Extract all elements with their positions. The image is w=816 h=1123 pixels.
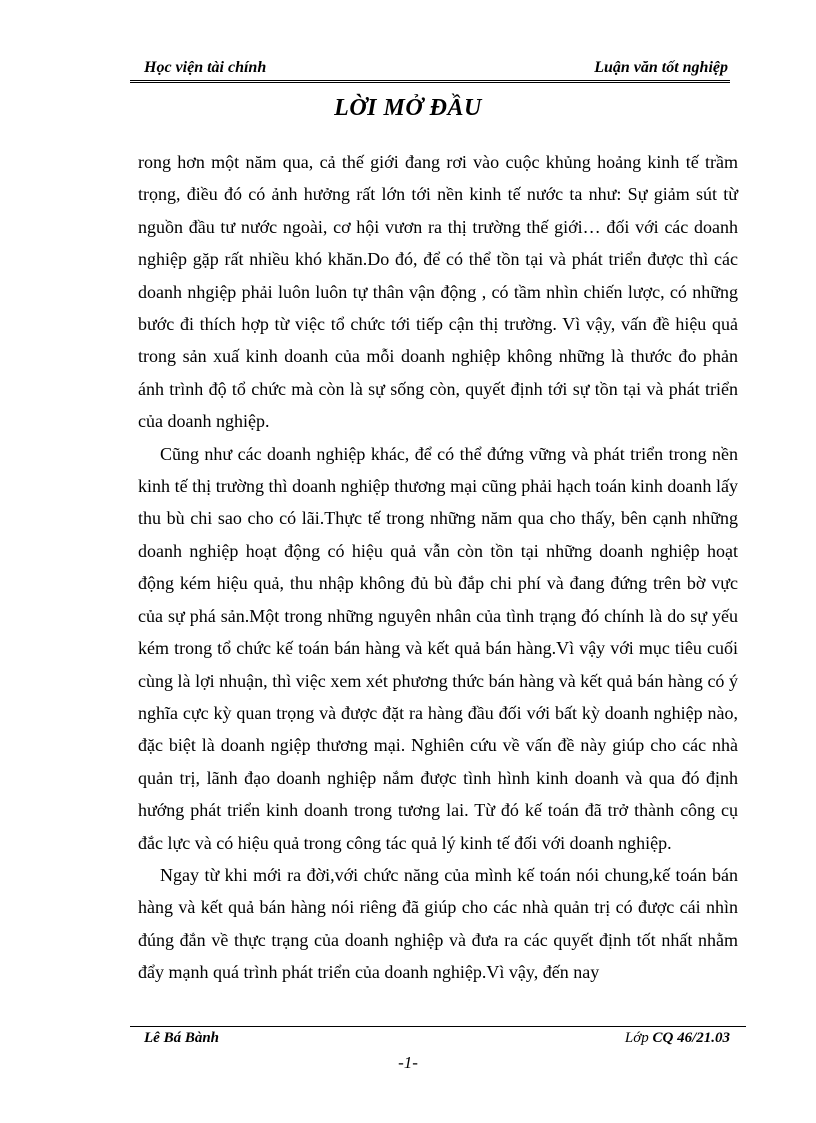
- page-title: LỜI MỞ ĐẦU: [334, 95, 482, 121]
- footer-class-prefix: Lớp: [624, 1030, 649, 1046]
- page-number: -1-: [398, 1053, 418, 1072]
- page-header: [130, 56, 730, 83]
- footer-author: Lê Bá Bành: [144, 1030, 220, 1046]
- footer-class-code: CQ 46/21.03: [652, 1030, 730, 1046]
- paragraph-2: Cũng như các doanh nghiệp khác, để có thể đứng vững và phát triển trong nền kinh tế thị trường thì doanh nghiệp thương mại cũng phải hạch toán kinh doanh lấy thu bù chi sao cho có lãi.Thực tế trong những năm qua cho thấy, bên cạnh những doanh nghiệp hoạt động có hiệu quả vẫn còn tồn tại những doanh nghiệp hoạt động kém hiệu quả, thu nhập không đủ bù đắp chi phí và đang đứng trên bờ vực của sự phá sản.Một trong những nguyên nhân của tình trạng đó chính là do sự yếu kém trong tổ chức kế toán bán hàng và kết quả bán hàng.Vì vậy với mục tiêu cuối cùng là lợi nhuận, thì việc xem xét phương thức bán hàng và kết quả bán hàng có ý nghĩa cực kỳ quan trọng và được đặt ra hàng đầu đối với bất kỳ doanh nghiệp nào, đặc biệt là doanh ngiệp thương mại. Nghiên cứu về vấn đề này giúp cho các nhà quản trị, lãnh đạo doanh nghiệp nắm được tình hình kinh doanh và qua đó định hướng phát triển kinh doanh trong tương lai. Từ đó kế toán đã trở thành công cụ đắc lực và có hiệu quả trong công tác quả lý kinh tế đối với doanh nghiệp.: [138, 443, 738, 853]
- paragraph-3: Ngay từ khi mới ra đời,với chức năng của mình kế toán nói chung,kế toán bán hàng và kết quả bán hàng nói riêng đã giúp cho các nhà quản trị có được cái nhìn đúng đắn về thực trạng của doanh nghiệp và đưa ra các quyết định tốt nhất nhằm đẩy mạnh quá trình phát triển của doanh nghiệp.Vì vậy, đến nay: [138, 864, 738, 983]
- header-document-type: Luận văn tốt nghiệp: [594, 59, 728, 76]
- footer-divider: [130, 1026, 746, 1027]
- paragraph-1: rong hơn một năm qua, cả thế giới đang rơi vào cuộc khủng hoảng kinh tế trầm trọng, điều đó có ảnh hưởng rất lớn tới nền kinh tế nước ta như: Sự giảm sút từ nguồn đầu tư nước ngoài, cơ hội vươn ra thị trường thế giới… đối với các doanh nghiệp gặp rất nhiều khó khăn.Do đó, để có thể tồn tại và phát triển được thì các doanh nhgiệp phải luôn luôn tự thân vận động , có tầm nhìn chiến lược, có những bước đi thích hợp từ việc tổ chức tới tiếp cận thị trường. Vì vậy, vấn đề hiệu quả trong sản xuấ kinh doanh của mỗi doanh nghiệp không những là thước đo phản ánh trình độ tổ chức mà còn là sự sống còn, quyết định tới sự tồn tại và phát triển của doanh nghiệp.: [138, 152, 738, 432]
- body-text: [138, 146, 738, 989]
- footer-class: [625, 1030, 730, 1047]
- header-institution: Học viện tài chính: [144, 59, 267, 76]
